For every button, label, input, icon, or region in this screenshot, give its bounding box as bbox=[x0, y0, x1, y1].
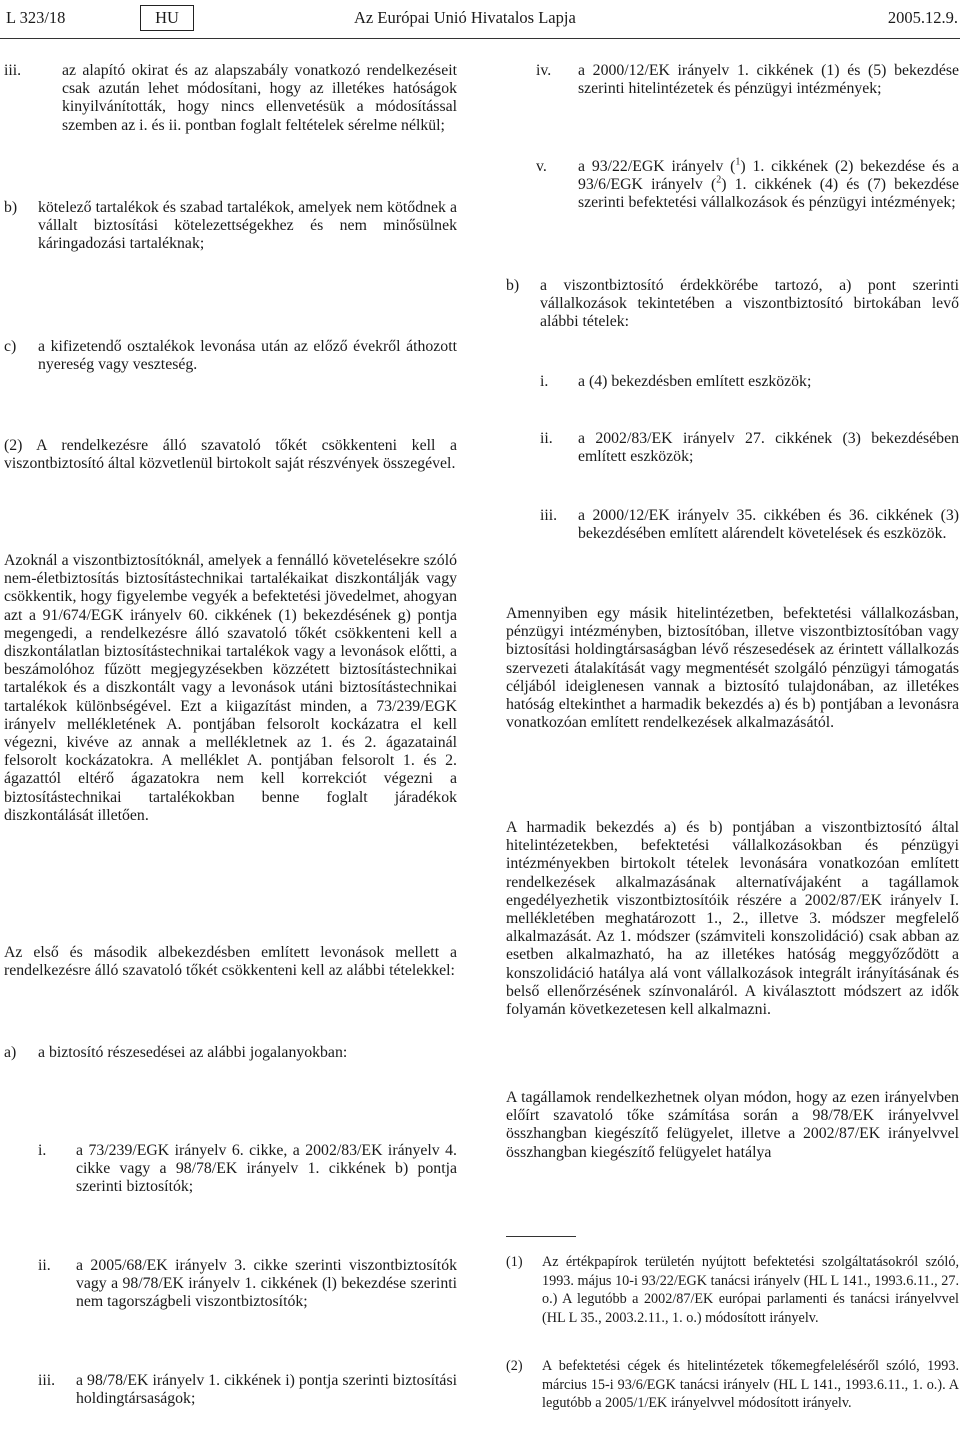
paragraph-2: (2) A rendelkezésre álló szavatoló tőkét csökkenteni kell a viszontbiztosító által közvetlenül birtokolt saját részvények összegével. bbox=[4, 437, 457, 473]
footnote-label: (1) bbox=[506, 1254, 523, 1270]
list-label: v. bbox=[536, 158, 547, 175]
paragraph-temporary-holdings: Amennyiben egy másik hitelintézetben, befektetési vállalkozásban, pénzügyi intézményben, biztosítóban, illetve viszontbiztosítóban vagy biztosítási holdingtársaságban lévő részesedések az érintett vállalkozás szervezeti átalakítását vagy megmentését szolgáló pénzügyi támogatás céljából ideiglenesen vannak a biztosító tulajdonában, az illetékes hatóság eltekinthet a harmadik bekezdés a) és b) pontjában a levonásra vonatkozóan említett rendelkezések alkalmazásától. bbox=[506, 605, 959, 732]
list-label: iii. bbox=[38, 1372, 56, 1389]
list-item-a bbox=[4, 1044, 457, 1062]
list-item-b-i bbox=[506, 373, 959, 391]
journal-title: Az Európai Unió Hivatalos Lapja bbox=[354, 8, 576, 27]
list-text: a 93/22/EGK irányelv ($^1$) 1. cikkének (2) bekezdése és a 93/6/EGK irányelv ($^2$) 1. cikkének (4) és (7) bekezdése szerinti befektetési vállalkozások és pénzügyi intézmények; bbox=[578, 156, 960, 212]
list-item-b bbox=[4, 199, 457, 254]
list-text: a (4) bekezdésben említett eszközök; bbox=[578, 373, 812, 390]
list-item-c bbox=[4, 338, 457, 374]
list-label: i. bbox=[38, 1142, 47, 1159]
footnote-text: A befektetési cégek és hitelintézetek tőkemegfeleléséről szóló, 1993. március 15-i 93/6/EGK tanácsi irányelv (HL L 141., 1993.6.11., 1. o.). A legutóbb a 2005/1/EK irányelvvel módosított irányelv. bbox=[542, 1358, 959, 1412]
footnote-ref-1[interactable]: 1 bbox=[735, 156, 741, 168]
list-item-b-ii bbox=[506, 430, 959, 466]
footnote-label: (2) bbox=[506, 1358, 523, 1374]
paragraph-discounting: Azoknál a viszontbiztosítóknál, amelyek a fennálló követelésekre szóló nem-életbiztosítás biztosítástechnikai tartalékaikat diszkontálják vagy csökkentik, hogy figyelembe vegyék a befektetési jövedelmet, ahogyan azt a 91/674/EGK irányelv 60. cikkének (1) bekezdésének g) pontja megengedi, a rendelkezésre álló szavatoló tőkét csökkenteni kell a diszkontálatlan biztosítástechnikai tartalékok vagy a levonások előtti, a beszámolóhoz fűzött megjegyzésekben közzétett biztosítástechnikai tartalékok és a diszkontált vagy a levonások utáni biztosítástechnikai tartalékok különbségével. Ezt a kiigazítást minden, a 73/239/EGK irányelv mellékletének A. pontjában felsorolt kockázatra el kell végezni, kivéve az annak a mellékletnek az 1. és 2. ágazatainál felsorolt kockázatokra. A melléklet A. pontjában felsorolt 1. és 2. ágazattól eltérő ágazatokra nem kell korrekciót végezni a biztosítástechnikai tartalékokban benne foglalt járadékok diszkontálását illetően. bbox=[4, 552, 457, 824]
header-rule bbox=[0, 38, 960, 39]
footnote-1 bbox=[506, 1253, 959, 1328]
list-label: iii. bbox=[4, 62, 22, 79]
list-item-b-right bbox=[506, 277, 959, 332]
list-text: a 2002/83/EK irányelv 27. cikkének (3) bekezdésében említett eszközök; bbox=[578, 430, 959, 466]
paragraph-member-states: A tagállamok rendelkezhetnek olyan módon, hogy az ezen irányelvben előírt szavatoló tőke számítása során a 98/78/EK irányelvvel összhangban kiegészítő felügyelet, illetve a 2002/87/EK irányelvvel összhangban kiegészítő felügyelet hatálya bbox=[506, 1089, 959, 1161]
list-item-a-ii bbox=[4, 1257, 457, 1312]
list-item-b-iii bbox=[506, 507, 959, 543]
list-label: ii. bbox=[38, 1257, 51, 1274]
list-text: az alapító okirat és az alapszabály vonatkozó rendelkezéseit csak azután lehet módosítani, hogy az illetékes hatóságok kinyilvánították, hogy nincs ellenvetésük a módosítással szemben az i. és ii. pontban foglalt feltételek sérelme nélkül; bbox=[62, 62, 457, 134]
list-label: b) bbox=[4, 199, 18, 216]
list-item-a-iii bbox=[4, 1372, 457, 1408]
list-label: i. bbox=[540, 373, 549, 390]
paragraph-alternative-methods: A harmadik bekezdés a) és b) pontjában a viszontbiztosító által hitelintézetekben, befektetési vállalkozásokban és pénzügyi intézményekben birtokolt tételek levonására vonatkozóan említett rendelkezések alkalmazásának alternatívájaként a tagállamok engedélyezhetik viszontbiztosítóik részére a 2002/87/EK irányelv I. mellékletében meghatározott 1., 2., illetve 3. módszer megfelelő alkalmazását. Az 1. módszer (számviteli konszolidáció) csak abban az esetben alkalmazható, ha az illetékes hatóság meggyőződött a konszolidáció hatálya alá vont vállalkozások integrált irányításának és belső ellenőrzésének színvonaláról. A kiválasztott módszert az idők folyamán következetesen kell alkalmazni. bbox=[506, 819, 959, 1019]
language-code-box: HU bbox=[140, 5, 194, 31]
list-label: iii. bbox=[540, 507, 558, 524]
list-text: a 2000/12/EK irányelv 1. cikkének (1) és (5) bekezdése szerinti hitelintézetek és pénzügyi intézmények; bbox=[578, 62, 959, 98]
list-text: a viszontbiztosító érdekkörébe tartozó, a) pont szerinti vállalkozások tekintetében a viszontbiztosító birtokában levő alábbi tételek: bbox=[540, 277, 959, 331]
list-item-v bbox=[506, 158, 959, 213]
footnote-ref-2[interactable]: 2 bbox=[716, 174, 722, 186]
page-number: L 323/18 bbox=[6, 8, 66, 27]
publication-date: 2005.12.9. bbox=[887, 8, 958, 27]
list-item-a-i bbox=[4, 1142, 457, 1197]
list-text: a biztosító részesedései az alábbi jogalanyokban: bbox=[38, 1044, 348, 1061]
list-text: a 73/239/EGK irányelv 6. cikke, a 2002/83/EK irányelv 4. cikke vagy a 98/78/EK irányelv 1. cikkének b) pontja szerinti biztosítók; bbox=[76, 1142, 457, 1196]
list-text: kötelező tartalékok és szabad tartalékok, amelyek nem kötődnek a vállalt biztosítási kötelezettségekhez és nem minősülnek káringadozási tartaléknak; bbox=[38, 199, 457, 253]
footnote-2 bbox=[506, 1357, 959, 1413]
list-item-iv bbox=[506, 62, 959, 98]
list-text: a 98/78/EK irányelv 1. cikkének i) pontja szerinti biztosítási holdingtársaságok; bbox=[76, 1372, 457, 1408]
list-item-iii bbox=[4, 62, 457, 135]
list-label: iv. bbox=[536, 62, 552, 79]
list-text: a 2000/12/EK irányelv 35. cikkében és 36. cikkének (3) bekezdésében említett alárendelt követelések és eszközök. bbox=[578, 507, 959, 543]
footnote-text: Az értékpapírok területén nyújtott befektetési szolgáltatásokról szóló, 1993. május 10-i 93/22/EGK tanácsi irányelv (HL L 141., 1993.6.11., 27. o.) A legutóbb a 2002/87/EK európai parlamenti és tanácsi irányelvvel (HL L 35., 2003.2.11., 1. o.) módosított irányelv. bbox=[542, 1254, 959, 1327]
list-label: ii. bbox=[540, 430, 553, 447]
list-text: a kifizetendő osztalékok levonása után az előző évekről áthozott nyereség vagy veszteség. bbox=[38, 338, 457, 374]
page-header bbox=[0, 0, 960, 40]
list-label: c) bbox=[4, 338, 17, 355]
list-label: a) bbox=[4, 1044, 17, 1061]
list-text: a 2005/68/EK irányelv 3. cikke szerinti viszontbiztosítók vagy a 98/78/EK irányelv 1. cikkének (l) bekezdése szerinti nem tagországbeli viszontbiztosítók; bbox=[76, 1257, 457, 1311]
list-label: b) bbox=[506, 277, 520, 294]
paragraph-deductions: Az első és második albekezdésben említett levonások mellett a rendelkezésre álló szavatoló tőkét csökkenteni kell az alábbi tételekkel: bbox=[4, 944, 457, 980]
footnote-rule bbox=[506, 1236, 576, 1237]
